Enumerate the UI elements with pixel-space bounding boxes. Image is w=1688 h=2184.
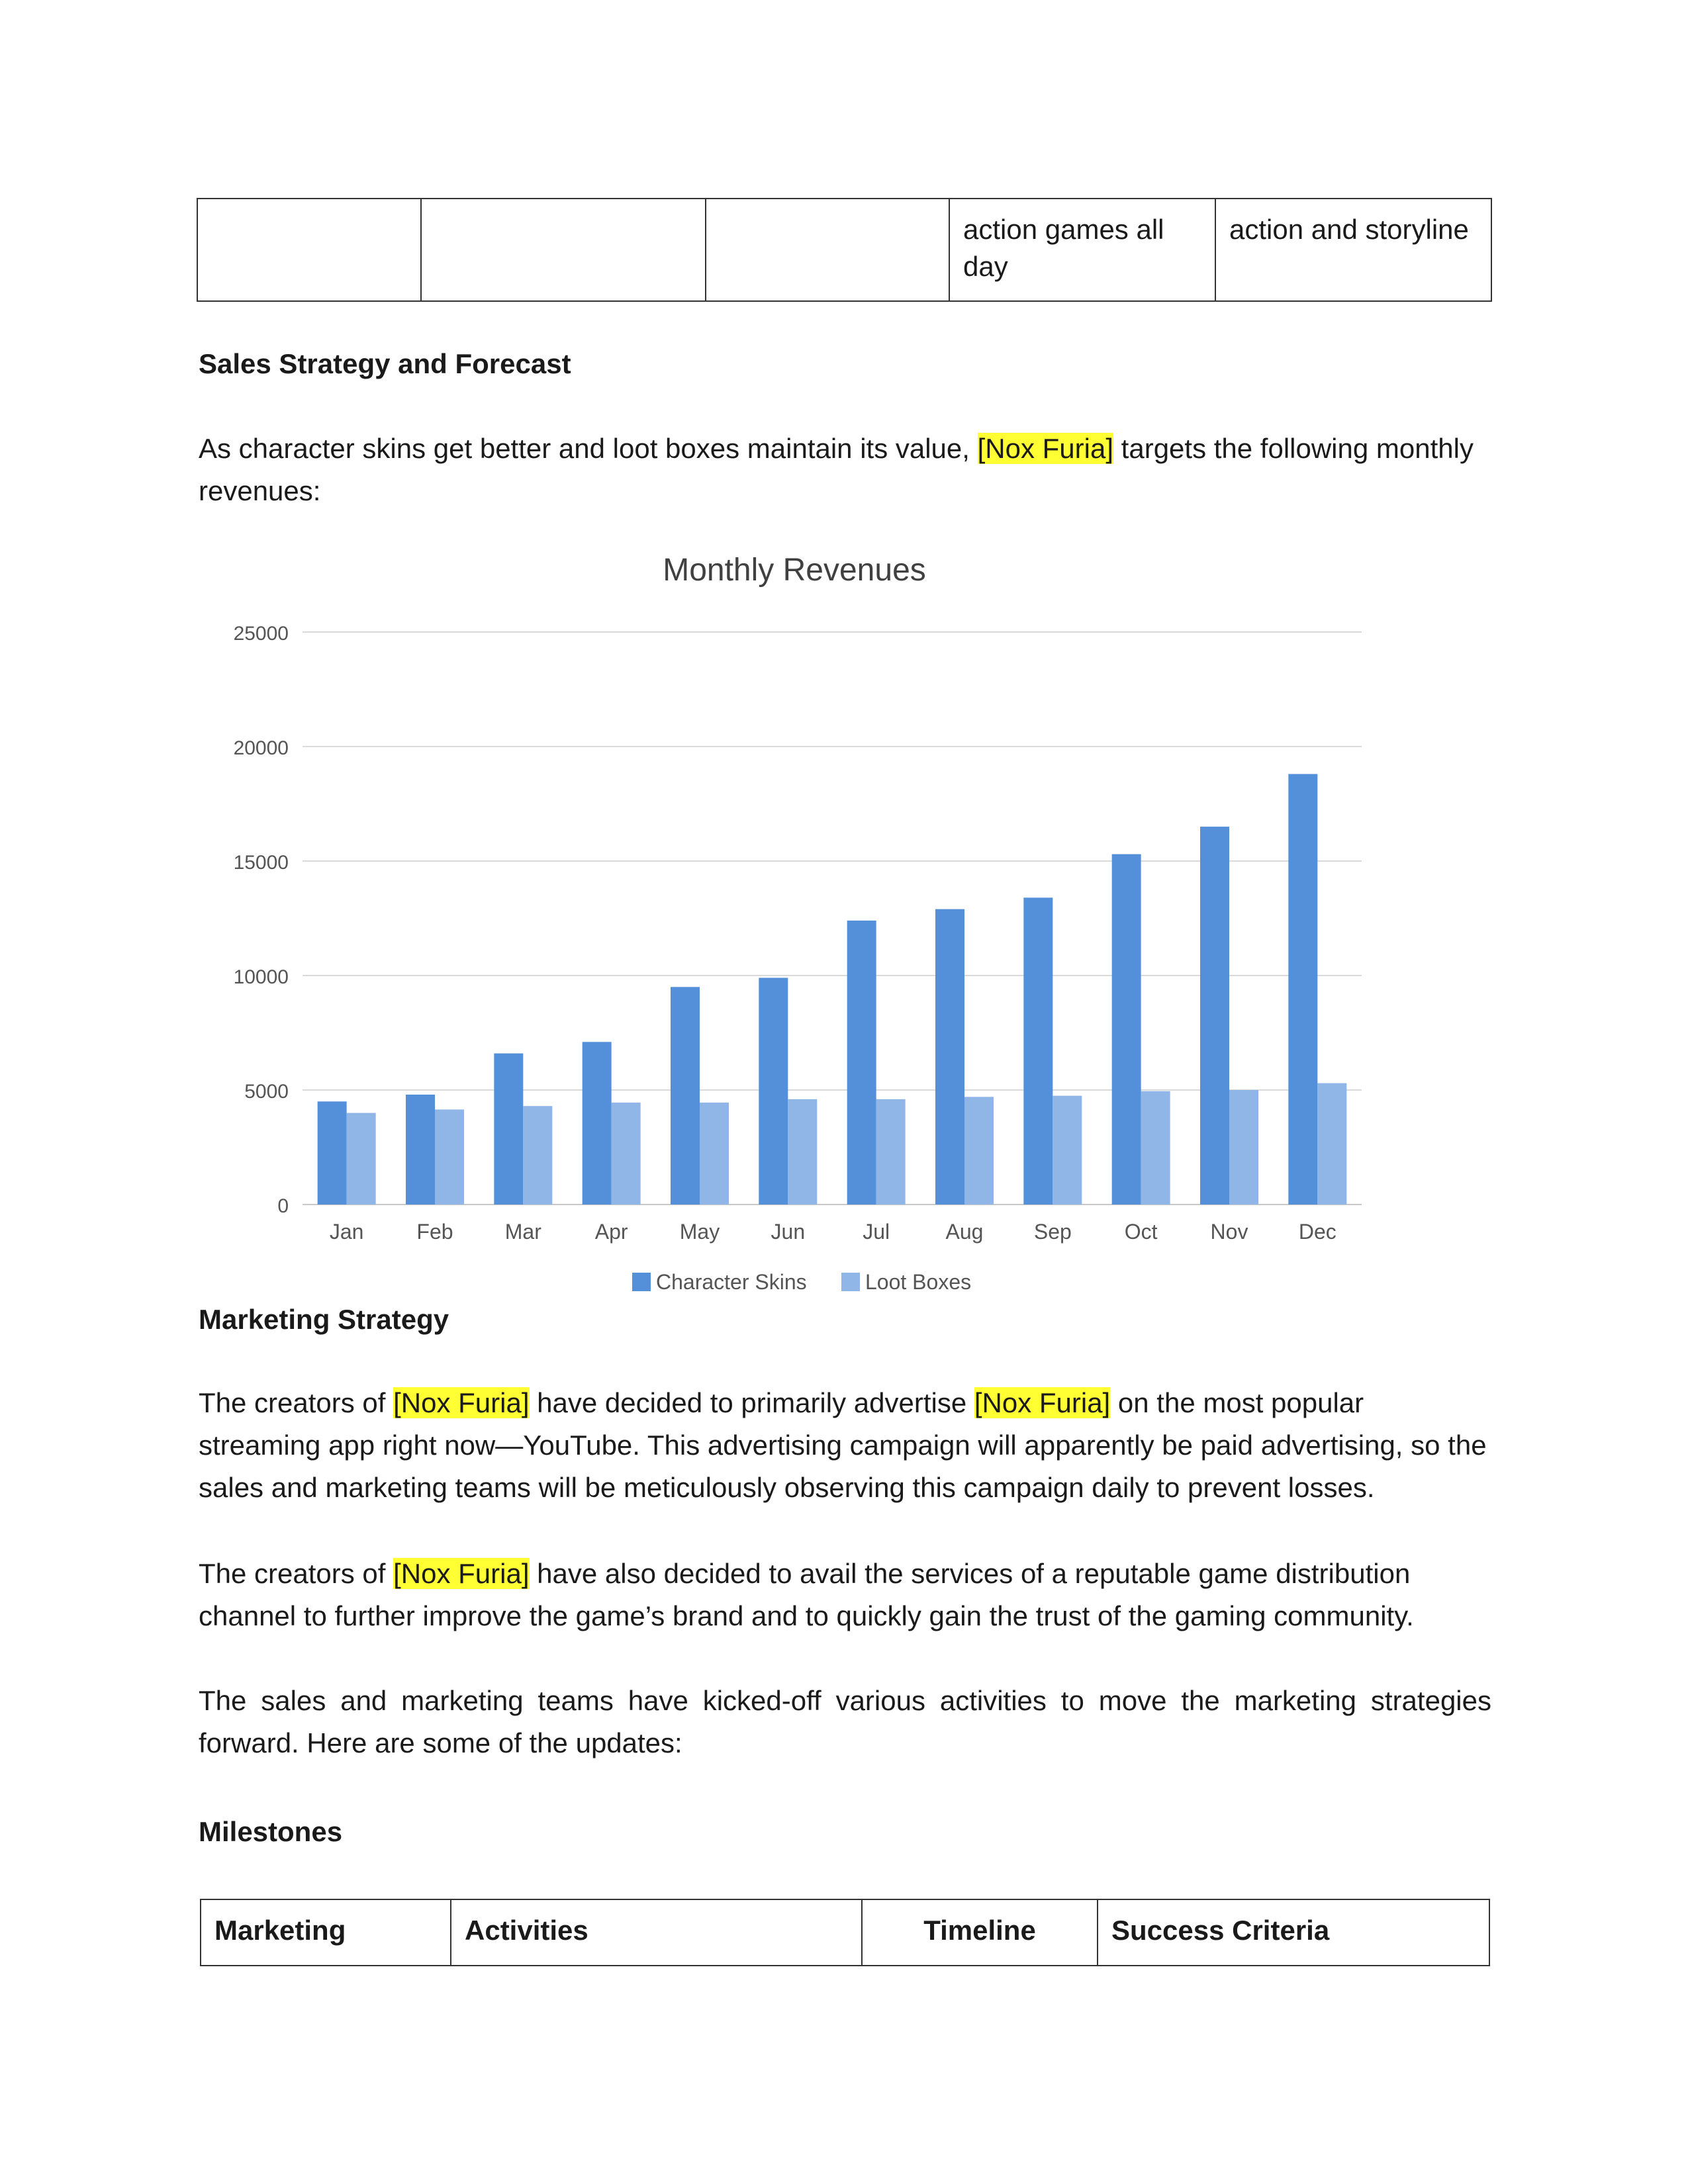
y-tick-label: 0 [277,1195,289,1217]
x-tick-label: Oct [1124,1220,1158,1244]
x-tick-label: May [679,1220,720,1244]
highlight-product-name: [Nox Furia] [393,1558,530,1589]
chart-svg [199,543,1390,1294]
y-tick-label: 20000 [233,737,289,759]
legend-label: Loot Boxes [865,1270,972,1294]
bar [1112,854,1141,1205]
bar [347,1113,376,1205]
milestones-table [200,1899,1490,1966]
table-cell [197,199,421,301]
highlight-product-name: [Nox Furia] [393,1387,530,1418]
column-header-activities: Activities [451,1899,862,1966]
table-cell: action and storyline [1215,199,1491,301]
legend-swatch [841,1273,860,1291]
x-tick-label: Sep [1033,1220,1072,1244]
bar [700,1103,729,1205]
table-header-row [201,1899,1489,1966]
sales-heading: Sales Strategy and Forecast [199,348,571,379]
x-axis-ticks [330,1220,1336,1244]
top-table [197,198,1492,302]
table-cell: action games all day [949,199,1215,301]
bar [1288,774,1317,1205]
chart-title: Monthly Revenues [663,553,926,588]
marketing-heading: Marketing Strategy [199,1304,449,1335]
bar [1053,1096,1082,1205]
bar [1229,1090,1258,1205]
bar [612,1103,641,1205]
bar [435,1109,464,1205]
y-tick-label: 10000 [233,966,289,988]
text-segment: have also decided to avail the services of a reputable game distribution channel to further improve the game’s brand and to quickly gain the trust of the gaming community. [199,1558,1414,1631]
legend-swatch [632,1273,651,1291]
monthly-revenues-chart [199,543,1390,1294]
marketing-paragraph-2 [199,1553,1491,1637]
bar [1023,897,1053,1205]
bar [494,1054,523,1205]
bar [759,978,788,1205]
text-segment: As character skins get better and loot boxes maintain its value, [199,433,978,464]
column-header-success-criteria: Success Criteria [1098,1899,1489,1966]
column-header-marketing: Marketing [201,1899,451,1966]
text-segment: on the most popular streaming app right now—YouTube. This advertising campaign will apparently be paid advertising, so the sales and marketing teams will be meticulously observing this campaign daily to prevent losses. [199,1387,1487,1503]
legend-label: Character Skins [656,1270,807,1294]
bars [318,774,1347,1205]
text-segment: The creators of [199,1558,394,1589]
table-cell [421,199,706,301]
bar [964,1097,994,1205]
legend [632,1270,971,1294]
x-tick-label: Jul [863,1220,890,1244]
x-tick-label: Mar [504,1220,541,1244]
bar [788,1099,817,1205]
bar [1141,1091,1170,1205]
x-tick-label: Nov [1210,1220,1248,1244]
y-tick-label: 15000 [233,852,289,874]
sales-paragraph [199,428,1491,512]
bar [935,909,964,1205]
text-segment: targets the following monthly revenues: [199,433,1474,506]
bar [671,987,700,1205]
highlight-product-name: [Nox Furia] [974,1387,1111,1418]
text-segment: have decided to primarily advertise [529,1387,974,1418]
bar [876,1099,906,1205]
table-cell [706,199,949,301]
x-tick-label: Apr [594,1220,628,1244]
y-tick-label: 25000 [233,623,289,645]
highlight-product-name: [Nox Furia] [977,433,1114,464]
y-tick-label: 5000 [244,1081,289,1103]
bar [1200,827,1229,1205]
marketing-paragraph-1 [199,1382,1491,1509]
bar [847,921,876,1205]
bar [583,1042,612,1205]
text-segment: The creators of [199,1387,394,1418]
column-header-timeline: Timeline [862,1899,1098,1966]
x-tick-label: Dec [1298,1220,1336,1244]
y-axis-ticks [234,623,289,1217]
x-tick-label: Aug [945,1220,984,1244]
bar [523,1106,552,1205]
bar [1317,1083,1346,1205]
table-row [197,199,1491,301]
x-tick-label: Feb [416,1220,453,1244]
x-tick-label: Jan [329,1220,364,1244]
x-tick-label: Jun [771,1220,806,1244]
marketing-paragraph-3: The sales and marketing teams have kicked-off various activities to move the marketing strategies forward. Here are some of the updates: [199,1685,1491,1758]
bar [406,1095,435,1205]
bar [318,1101,347,1205]
milestones-heading: Milestones [199,1816,343,1847]
